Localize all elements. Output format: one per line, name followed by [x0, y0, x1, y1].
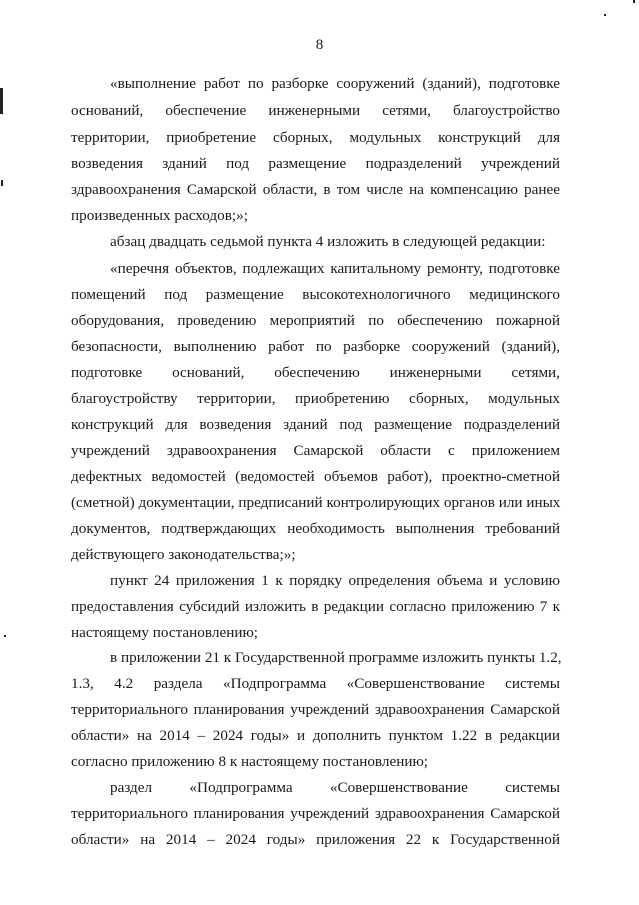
scan-mark: [1, 180, 3, 186]
text-line: раздел «Подпрограмма «Совершенствование системы: [110, 779, 560, 796]
scan-mark: [633, 0, 635, 3]
text-line: 1.3, 4.2 раздела «Подпрограмма «Совершенствование системы: [71, 675, 560, 692]
scan-mark: [604, 14, 606, 16]
text-line: в приложении 21 к Государственной программе изложить пункты 1.2,: [110, 649, 562, 666]
text-line: дефектных ведомостей (ведомостей объемов работ), проектно-сметной: [71, 468, 560, 485]
text-line: возведения зданий под размещение подразделений учреждений: [71, 155, 560, 172]
text-line: территории, приобретение сборных, модульных конструкций для: [71, 129, 560, 146]
text-line: конструкций для возведения зданий под размещение подразделений: [71, 416, 560, 433]
text-line: предоставления субсидий изложить в редакции согласно приложению 7 к: [71, 598, 560, 615]
text-line: согласно приложению 8 к настоящему постановлению;: [71, 753, 429, 770]
text-line: оборудования, проведению мероприятий по обеспечению пожарной: [71, 312, 560, 329]
text-line: здравоохранения Самарской области, в том числе на компенсацию ранее: [71, 181, 560, 198]
text-line: «выполнение работ по разборке сооружений (зданий), подготовке: [110, 75, 560, 92]
text-line: безопасности, выполнению работ по разборке сооружений (зданий),: [71, 338, 560, 355]
text-line: «перечня объектов, подлежащих капитальному ремонту, подготовке: [110, 260, 560, 277]
text-line: подготовке оснований, обеспечению инженерными сетями,: [71, 364, 560, 381]
text-line: области» на 2014 – 2024 годы» и дополнить пунктом 1.22 в редакции: [71, 727, 560, 744]
text-line: абзац двадцать седьмой пункта 4 изложить в следующей редакции:: [110, 233, 546, 250]
text-line: действующего законодательства;»;: [71, 546, 296, 563]
text-line: помещений под размещение высокотехнологичного медицинского: [71, 286, 560, 303]
scan-mark: [0, 88, 3, 114]
text-line: настоящему постановлению;: [71, 624, 259, 641]
page-number: 8: [315, 37, 324, 53]
text-line: территориального планирования учреждений здравоохранения Самарской: [71, 701, 560, 718]
text-line: учреждений здравоохранения Самарской области с приложением: [71, 442, 560, 459]
text-line: произведенных расходов;»;: [71, 207, 248, 224]
text-line: благоустройству территории, приобретению сборных, модульных: [71, 390, 560, 407]
scan-mark: [4, 635, 6, 637]
text-line: территориального планирования учреждений здравоохранения Самарской: [71, 805, 560, 822]
text-line: пункт 24 приложения 1 к порядку определения объема и условию: [110, 572, 560, 589]
text-line: (сметной) документации, предписаний контролирующих органов или иных: [71, 494, 561, 511]
text-line: оснований, обеспечение инженерными сетями, благоустройство: [71, 102, 560, 119]
text-line: области» на 2014 – 2024 годы» приложения 22 к Государственной: [71, 831, 560, 848]
text-line: документов, подтверждающих необходимость выполнения требований: [71, 520, 560, 537]
